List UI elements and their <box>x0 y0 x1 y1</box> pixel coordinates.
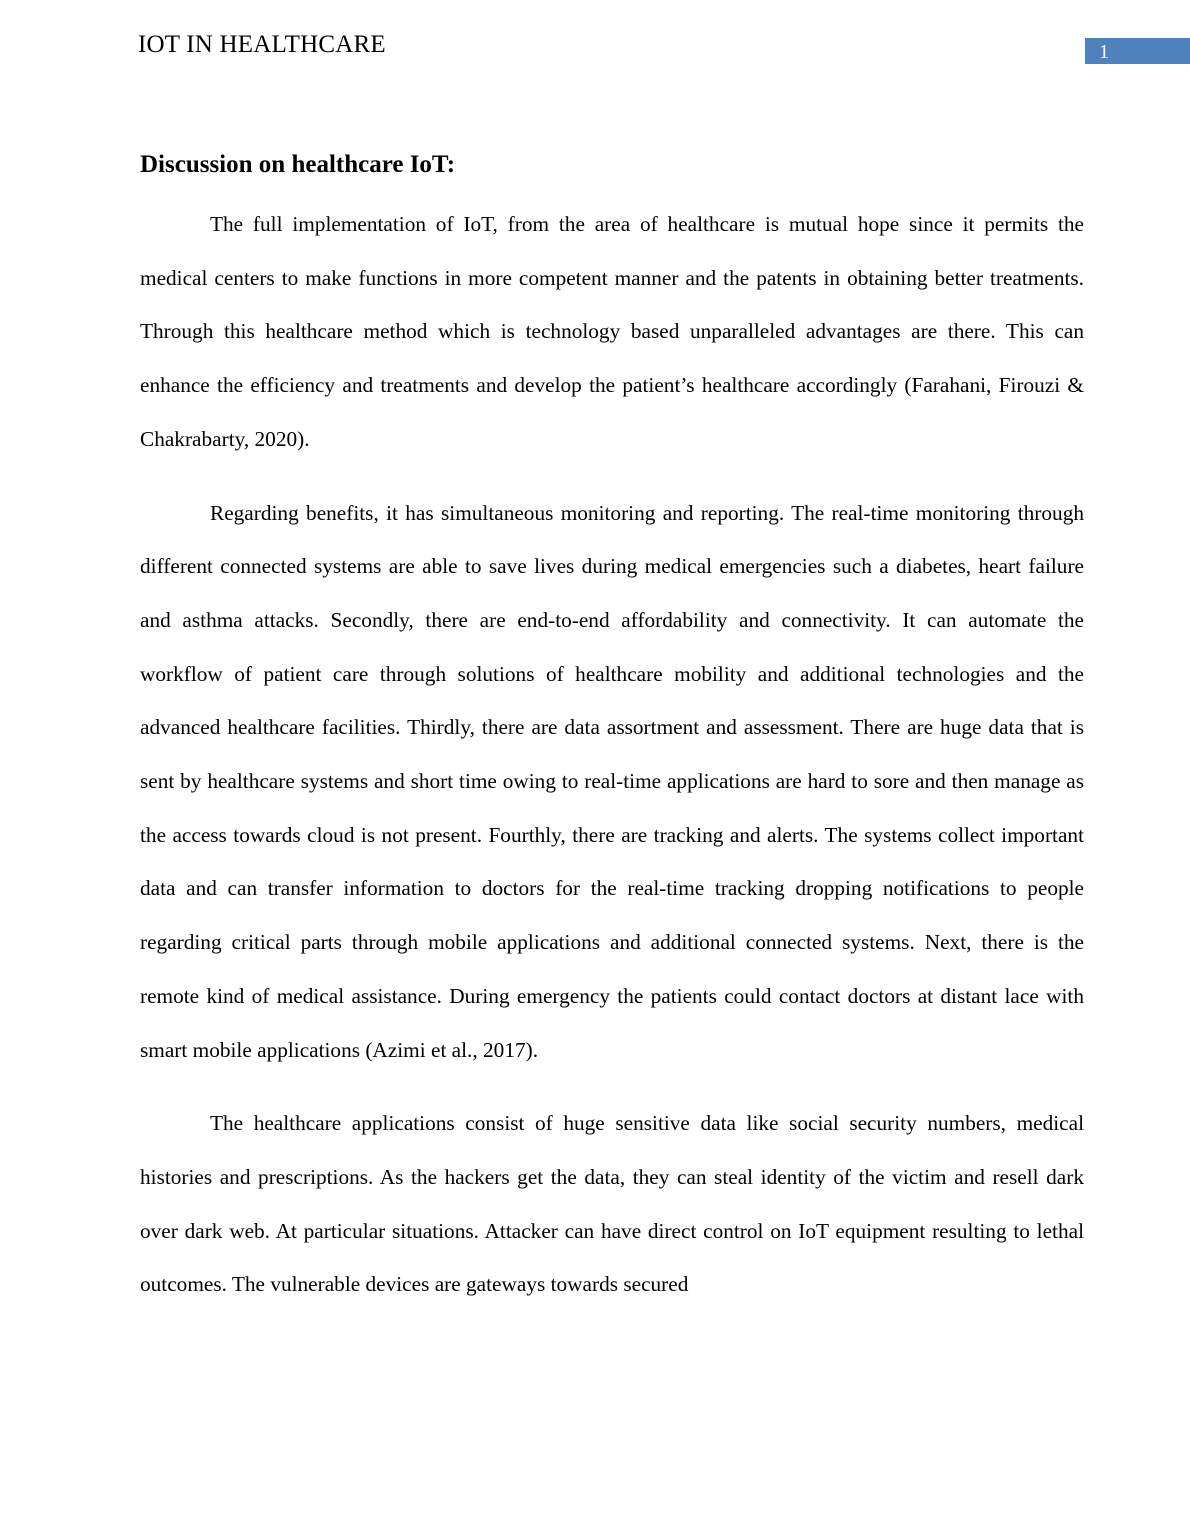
page-number-badge <box>1085 38 1190 64</box>
document-body <box>140 146 1084 1312</box>
paragraph-3: The healthcare applications consist of huge sensitive data like social security numbers, medical histories and prescriptions. As the hackers get the data, they can steal identity of the victim and resell dark over dark web. At particular situations. Attacker can have direct control on IoT equipment resulting to lethal outcomes. The vulnerable devices are gateways towards secured <box>140 1111 1084 1297</box>
running-head-title: IOT IN HEALTHCARE <box>138 31 386 58</box>
paragraph-2: Regarding benefits, it has simultaneous monitoring and reporting. The real-time monitoring through different connected systems are able to save lives during medical emergencies such a diabetes, heart failure and asthma attacks. Secondly, there are end-to-end affordability and connectivity. It can automate the workflow of patient care through solutions of healthcare mobility and additional technologies and the advanced healthcare facilities. Thirdly, there are data assortment and assessment. There are huge data that is sent by healthcare systems and short time owing to real-time applications are hard to sore and then manage as the access towards cloud is not present. Fourthly, there are tracking and alerts. The systems collect important data and can transfer information to doctors for the real-time tracking dropping notifications to people regarding critical parts through mobile applications and additional connected systems. Next, there is the remote kind of medical assistance. During emergency the patients could contact doctors at distant lace with smart mobile applications (Azimi et al., 2017). <box>140 500 1084 1062</box>
paragraph-1: The full implementation of IoT, from the area of healthcare is mutual hope since it permits the medical centers to make functions in more competent manner and the patents in obtaining better treatments. Through this healthcare method which is technology based unparalleled advantages are there. This can enhance the efficiency and treatments and develop the patient’s healthcare accordingly (Farahani, Firouzi & Chakrabarty, 2020). <box>140 212 1084 451</box>
page-number: 1 <box>1099 41 1109 63</box>
section-heading: Discussion on healthcare IoT: <box>140 151 456 178</box>
